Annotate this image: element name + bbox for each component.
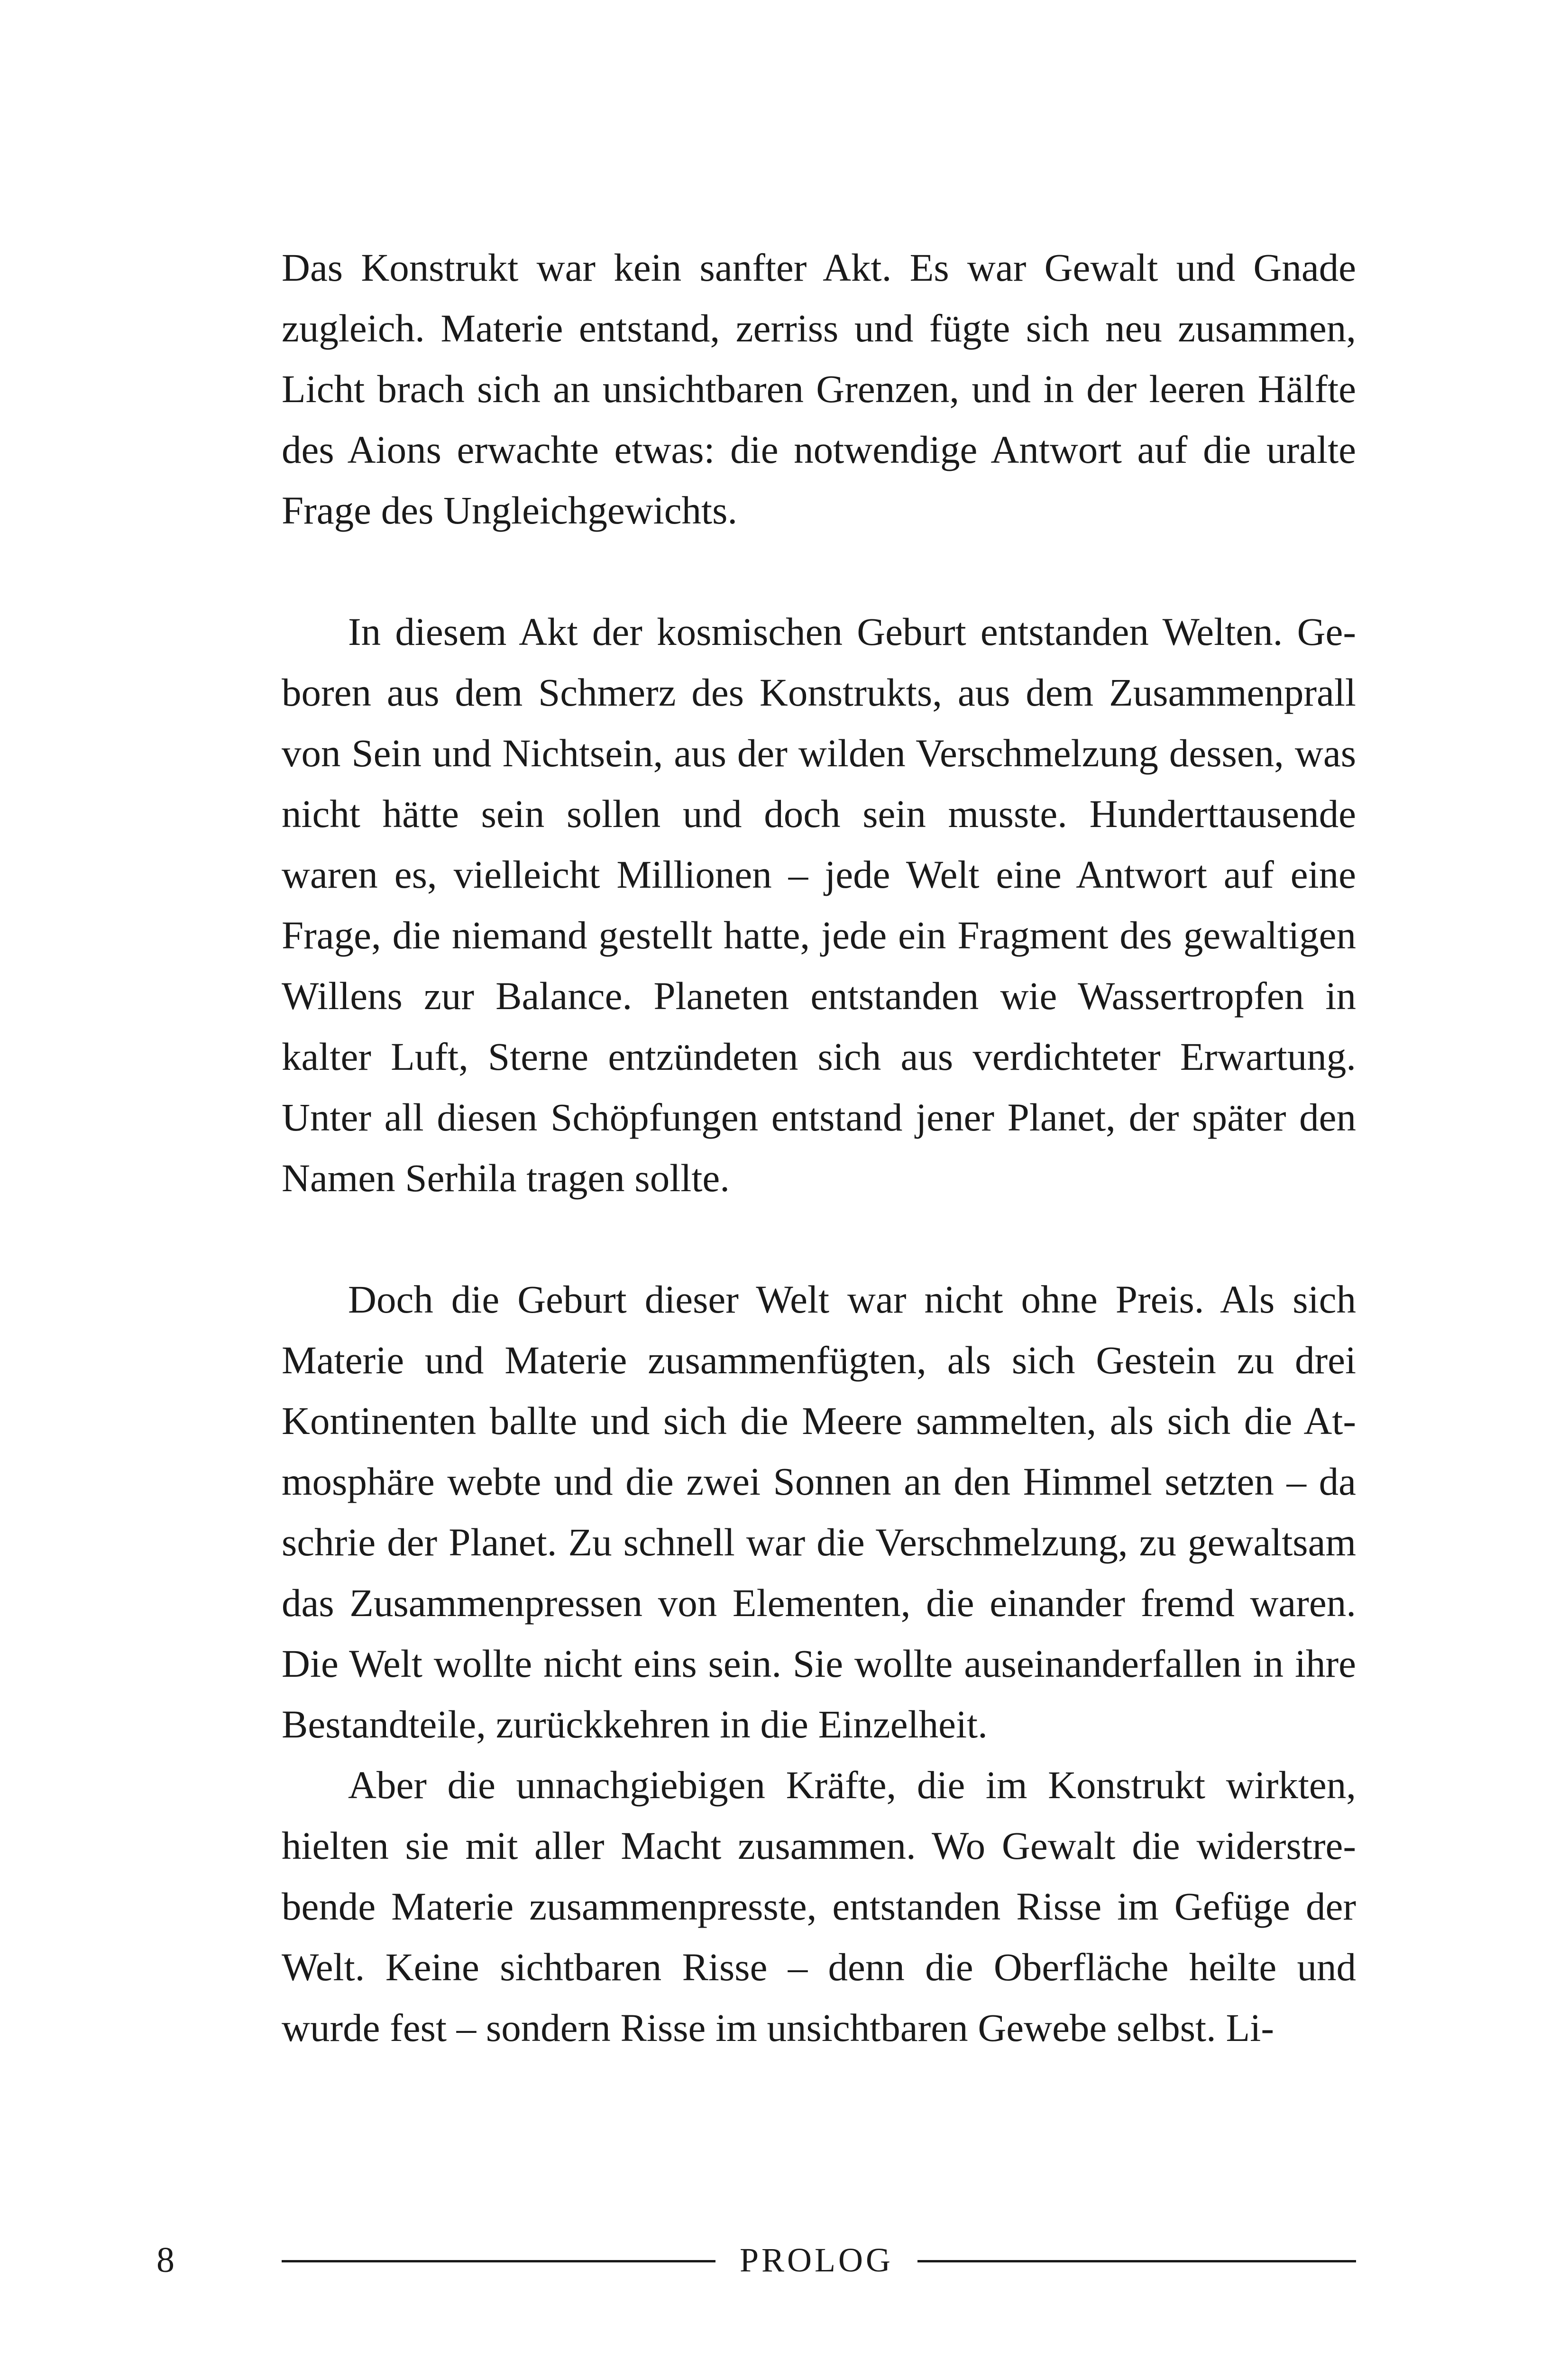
page-footer [0,2236,1568,2288]
body-text [282,237,1356,2058]
paragraph-2: In diesem Akt der kosmischen Geburt entstanden Welten. Geboren aus dem Schmerz des Konstrukts, aus dem Zusammenprall von Sein und Nichtsein, aus der wilden Verschmelzung dessen, was nicht hätte sein sollen und doch sein musste. Hunderttausende waren es, vielleicht Millionen – jede Welt eine Antwort auf eine Frage, die niemand gestellt hatte, jede ein Fragment des gewaltigen Willens zur Balance. Planeten entstanden wie Wassertropfen in kalter Luft, Sterne entzündeten sich aus verdichteter Erwartung. Unter all diesen Schöpfungen entstand jener Planet, der später den Namen Serhila tragen sollte. [282,610,1356,1200]
footer-rule-right [917,2260,1356,2262]
running-head: PROLOG [739,2241,894,2279]
paragraph-1: Das Konstrukt war kein sanfter Akt. Es war Gewalt und Gnade zugleich. Materie entstand, zerriss und fügte sich neu zusammen, Licht brach sich an unsichtbaren Grenzen, und in der leeren Hälfte des Aions erwachte etwas: die notwendige Antwort auf die uralte Frage des Ungleichgewichts. [282,246,1356,532]
paragraph-4: Aber die unnachgiebigen Kräfte, die im Konstrukt wirkten, hielten sie mit aller Macht zusammen. Wo Gewalt die widerstrebende Materie zusammenpresste, entstanden Risse im Gefüge der Welt. Keine sichtbaren Risse – denn die Oberfläche heilte und wurde fest – sondern Risse im unsichtbaren Gewebe selbst. Li- [282,1763,1356,2049]
page-number: 8 [156,2240,174,2280]
paragraph-3: Doch die Geburt dieser Welt war nicht ohne Preis. Als sich Materie und Materie zusammenfügten, als sich Gestein zu drei Kontinenten ballte und sich die Meere sammelten, als sich die Atmosphäre webte und die zwei Sonnen an den Himmel setzten – da schrie der Planet. Zu schnell war die Verschmelzung, zu gewaltsam das Zusammenpressen von Elementen, die einander fremd waren. Die Welt wollte nicht eins sein. Sie wollte auseinanderfallen in ihre Bestandteile, zurückkehren in die Einzelheit. [282,1277,1356,1746]
footer-rule-left [282,2260,715,2262]
